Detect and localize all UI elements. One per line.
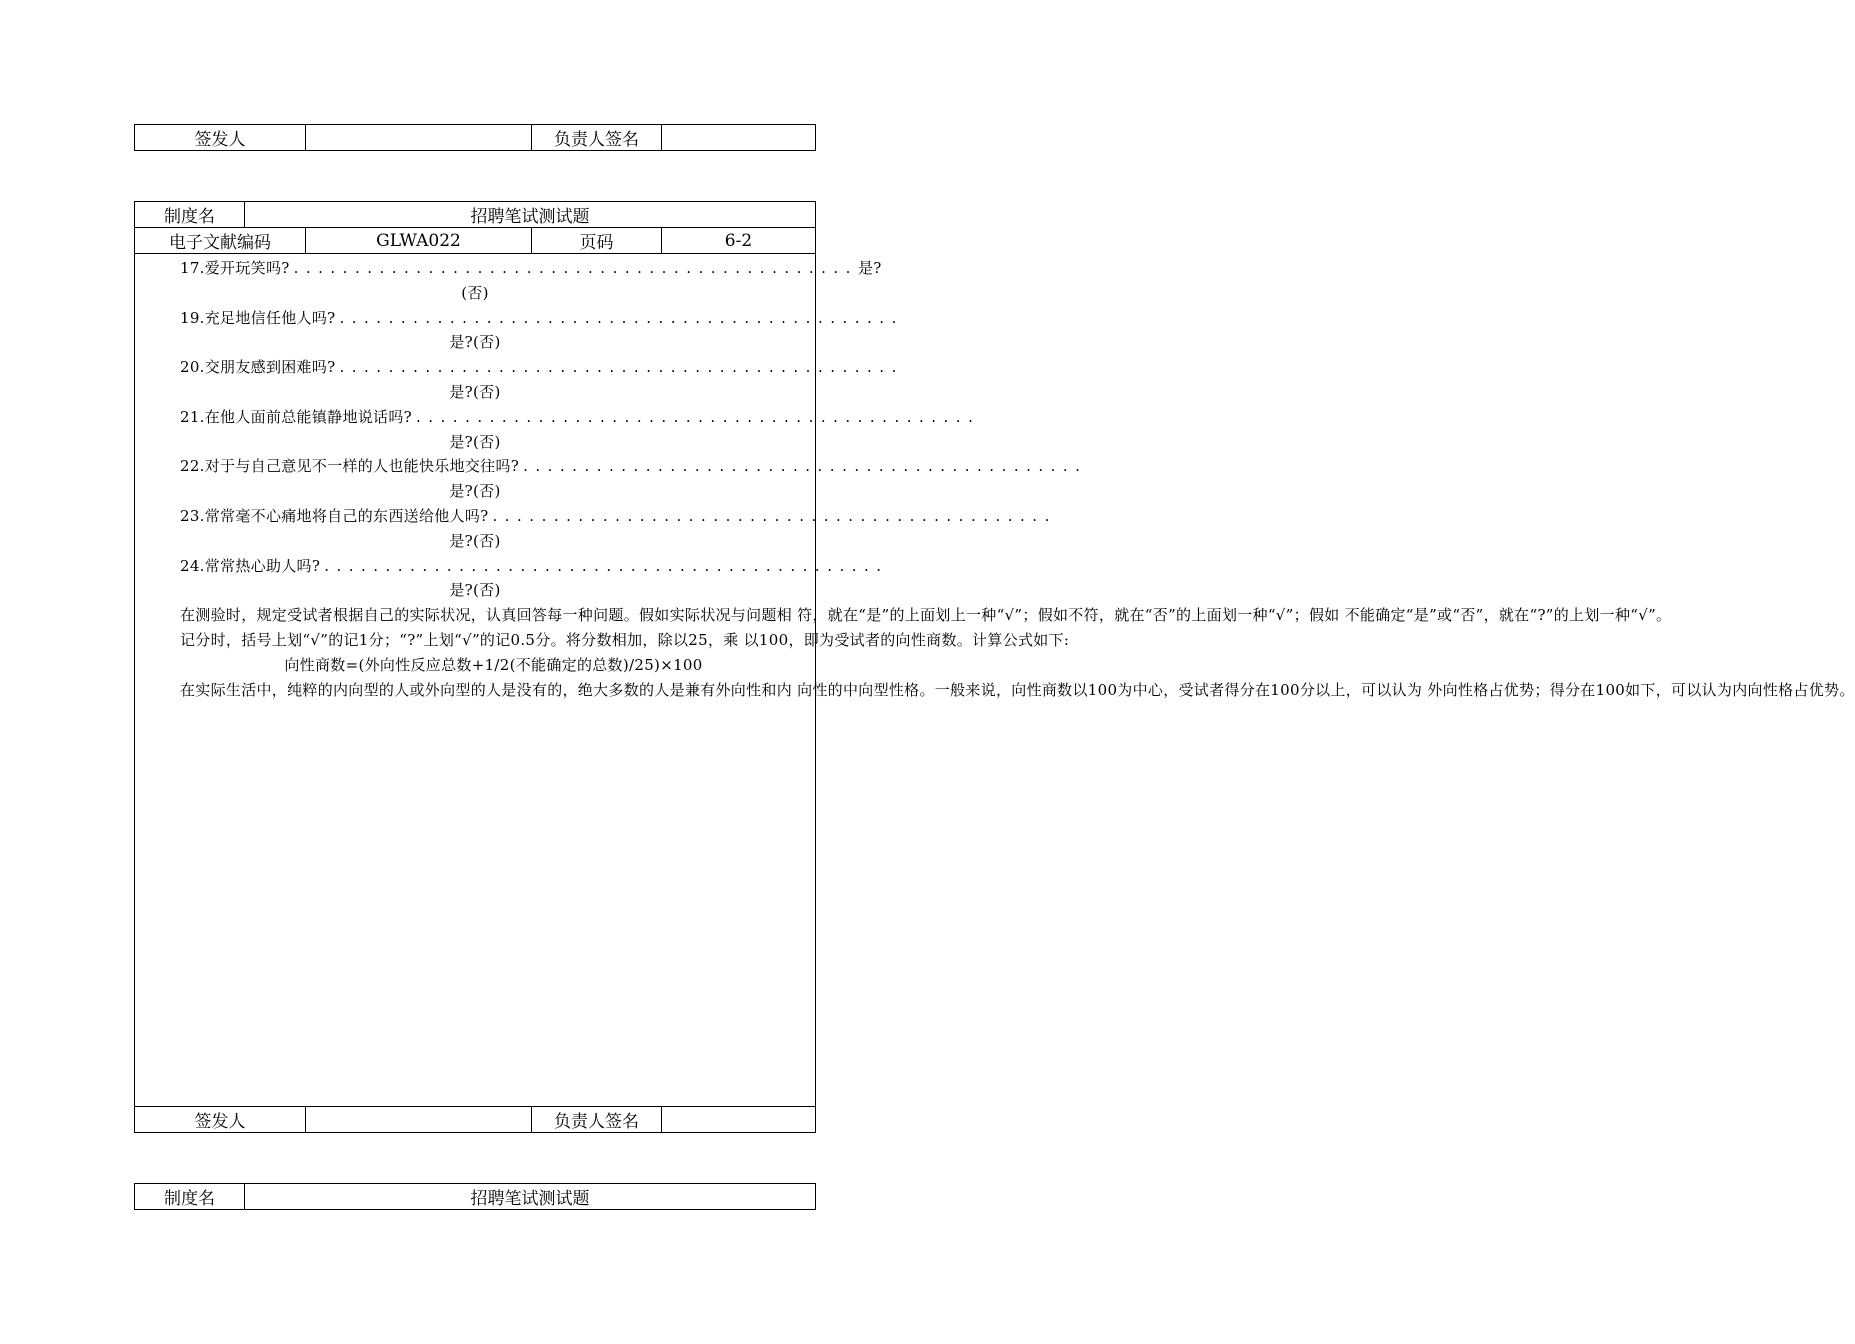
question-19: 19.充足地信任他人吗? .............................................. [180, 308, 904, 327]
issuer-label: 签发人 [135, 125, 306, 151]
system-name-label: 制度名 [135, 202, 245, 228]
content-cell [135, 254, 1855, 1107]
question-23: 23.常常毫不心痛地将自己的东西送给他人吗? .............................................. [180, 506, 1057, 525]
main-form-table [134, 201, 1855, 1133]
question-21-answer: 是?(否) [449, 432, 501, 451]
top-signature-table [134, 124, 816, 151]
question-17-answer: (否) [461, 283, 489, 302]
responsible-field[interactable] [662, 125, 816, 151]
document-code-value: GLWA022 [306, 228, 532, 254]
question-22-answer: 是?(否) [449, 482, 501, 501]
question-24-answer: 是?(否) [449, 581, 501, 600]
instruction-paragraph: 在测验时，规定受试者根据自己的实际状况，认真回答每一种问题。假如实际状况与问题相 符，就在“是”的上面划上一种“√”；假如不符，就在“否”的上面划一种“√”；假如 不能确定“是”或“否”，就在“?”的上划一种“√”。 [180, 606, 1672, 625]
next-form-title: 招聘笔试测试题 [245, 1184, 816, 1210]
responsible-field[interactable] [662, 1107, 816, 1133]
question-24: 24.常常热心助人吗? .............................................. [180, 556, 889, 575]
question-17: 17.爱开玩笑吗? .............................................. 是? [180, 259, 882, 277]
question-20: 20.交朋友感到困难吗? .............................................. [180, 358, 904, 377]
responsible-label: 负责人签名 [532, 1107, 662, 1133]
document-code-label: 电子文献编码 [135, 228, 306, 254]
scoring-paragraph: 记分时，括号上划“√”的记1分；“?”上划“√”的记0.5分。将分数相加，除以25，乘 以100，即为受试者的向性商数。计算公式如下: [180, 630, 1070, 649]
next-form-table [134, 1183, 816, 1210]
interpretation-paragraph: 在实际生活中，纯粹的内向型的人或外向型的人是没有的，绝大多数的人是兼有外向性和内 向性的中向型性格。一般来说，向性商数以100为中心，受试者得分在100分以上，可以认为 外向性格占优势；得分在100如下，可以认为内向性格占优势。 [180, 680, 1855, 699]
responsible-label: 负责人签名 [532, 125, 662, 151]
page-number-label: 页码 [532, 228, 662, 254]
question-20-answer: 是?(否) [449, 382, 501, 401]
form-title: 招聘笔试测试题 [245, 202, 816, 228]
issuer-field[interactable] [306, 125, 532, 151]
next-system-name-label: 制度名 [135, 1184, 245, 1210]
question-19-answer: 是?(否) [449, 333, 501, 352]
question-22: 22.对于与自己意见不一样的人也能快乐地交往吗? .............................................. [180, 457, 1088, 476]
issuer-label: 签发人 [135, 1107, 306, 1133]
question-23-answer: 是?(否) [449, 531, 501, 550]
issuer-field[interactable] [306, 1107, 532, 1133]
question-21: 21.在他人面前总能镇静地说话吗? .............................................. [180, 407, 981, 426]
formula-line: 向性商数=(外向性反应总数+1/2(不能确定的总数)/25)×100 [284, 655, 703, 674]
page-number-value: 6-2 [662, 228, 816, 254]
content-body [135, 254, 1855, 702]
